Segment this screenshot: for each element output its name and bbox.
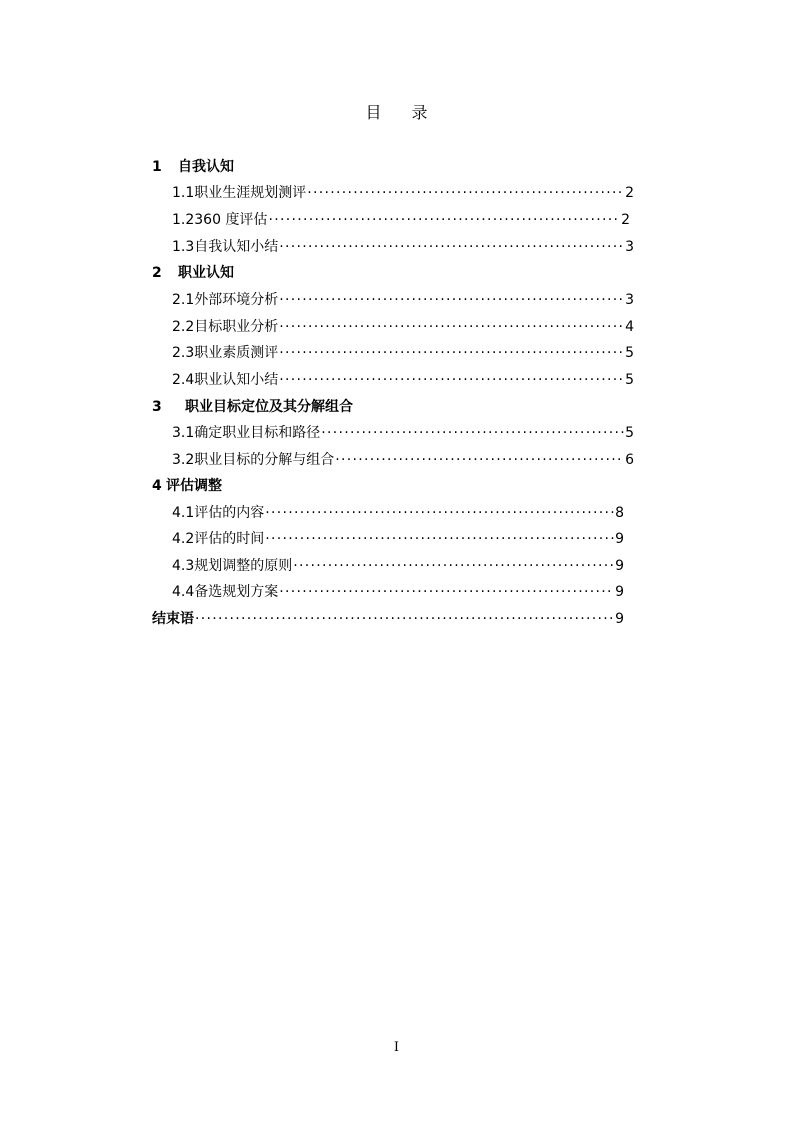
toc-heading-4[interactable]: [152, 477, 222, 495]
toc-number: 2: [152, 265, 162, 281]
toc-page: 3: [625, 239, 634, 255]
toc-label: 职业目标定位及其分解组合: [185, 399, 353, 415]
toc-page: 5: [625, 372, 634, 388]
dot-leader: [293, 557, 614, 575]
toc-number: 2.2: [172, 319, 195, 335]
toc-entry-4-1[interactable]: [172, 504, 624, 522]
toc-label: 职业生涯规划测评: [194, 185, 307, 201]
toc-entry-1-2[interactable]: [172, 211, 630, 229]
toc-number: 2.1: [172, 292, 195, 308]
toc-number: 4: [152, 478, 162, 494]
toc-label: 外部环境分析: [194, 292, 279, 308]
toc-number: 1.2: [172, 212, 195, 228]
toc-page: 5: [625, 425, 634, 441]
dot-leader: [279, 583, 614, 601]
toc-label: 确定职业目标和路径: [194, 425, 321, 441]
toc-label: 360 度评估: [194, 212, 268, 228]
toc-page: 9: [615, 584, 624, 600]
dot-leader: [279, 344, 624, 362]
toc-label: 职业认知: [178, 265, 234, 281]
toc-entry-4-4[interactable]: [172, 583, 624, 601]
toc-entry-2-3[interactable]: [172, 344, 634, 362]
toc-number: 1: [152, 159, 162, 175]
toc-label: 自我认知: [178, 159, 234, 175]
toc-page: 9: [615, 611, 624, 627]
toc-label: 评估的时间: [194, 531, 265, 547]
toc-number: 2.4: [172, 372, 195, 388]
toc-label: 评估的内容: [194, 505, 265, 521]
dot-leader: [279, 318, 624, 336]
toc-entry-2-2[interactable]: [172, 318, 634, 336]
toc-entry-2-1[interactable]: [172, 291, 634, 309]
toc-page: 5: [625, 345, 634, 361]
toc-page: 4: [625, 319, 634, 335]
toc-entry-1-1[interactable]: [172, 184, 634, 202]
toc-label: 目标职业分析: [194, 319, 279, 335]
toc-number: 2.3: [172, 345, 195, 361]
toc-number: 4.2: [172, 531, 195, 547]
toc-label: 备选规划方案: [194, 584, 279, 600]
dot-leader: [195, 610, 614, 628]
toc-number: 3: [152, 399, 162, 415]
toc-entry-4-3[interactable]: [172, 557, 624, 575]
toc-label: 职业素质测评: [194, 345, 279, 361]
toc-title: 目录: [365, 103, 458, 122]
toc-entry-conclusion[interactable]: [152, 610, 624, 628]
dot-leader: [265, 504, 614, 522]
toc-page: 2: [621, 212, 630, 228]
toc-label: 职业目标的分解与组合: [194, 452, 335, 468]
toc-heading-1[interactable]: [152, 158, 234, 176]
toc-entry-4-2[interactable]: [172, 530, 624, 548]
page-number: I: [393, 1040, 400, 1055]
dot-leader: [265, 530, 614, 548]
toc-label: 评估调整: [166, 478, 222, 494]
toc-entry-1-3[interactable]: [172, 238, 634, 256]
toc-label: 自我认知小结: [194, 239, 279, 255]
toc-number: 4.1: [172, 505, 195, 521]
toc-entry-3-2[interactable]: [172, 451, 634, 469]
toc-label: 规划调整的原则: [194, 558, 293, 574]
dot-leader: [335, 451, 624, 469]
toc-entry-3-1[interactable]: [172, 424, 634, 442]
toc-number: 1.3: [172, 239, 195, 255]
toc-page: 6: [625, 452, 634, 468]
toc-number: 4.4: [172, 584, 195, 600]
toc-page: 9: [615, 558, 624, 574]
dot-leader: [279, 238, 624, 256]
toc-number: 3.2: [172, 452, 195, 468]
toc-entry-2-4[interactable]: [172, 371, 634, 389]
dot-leader: [279, 291, 624, 309]
toc-page: 2: [625, 185, 634, 201]
toc-label: 结束语: [152, 611, 194, 627]
toc-heading-3[interactable]: [152, 398, 353, 416]
toc-page: 8: [615, 505, 624, 521]
dot-leader: [307, 184, 624, 202]
toc-heading-2[interactable]: [152, 264, 234, 282]
toc-page: 3: [625, 292, 634, 308]
toc-number: 3.1: [172, 425, 195, 441]
dot-leader: [268, 211, 620, 229]
toc-number: 1.1: [172, 185, 195, 201]
dot-leader: [279, 371, 624, 389]
toc-page: 9: [615, 531, 624, 547]
toc-label: 职业认知小结: [194, 372, 279, 388]
toc-number: 4.3: [172, 558, 195, 574]
dot-leader: [321, 424, 624, 442]
